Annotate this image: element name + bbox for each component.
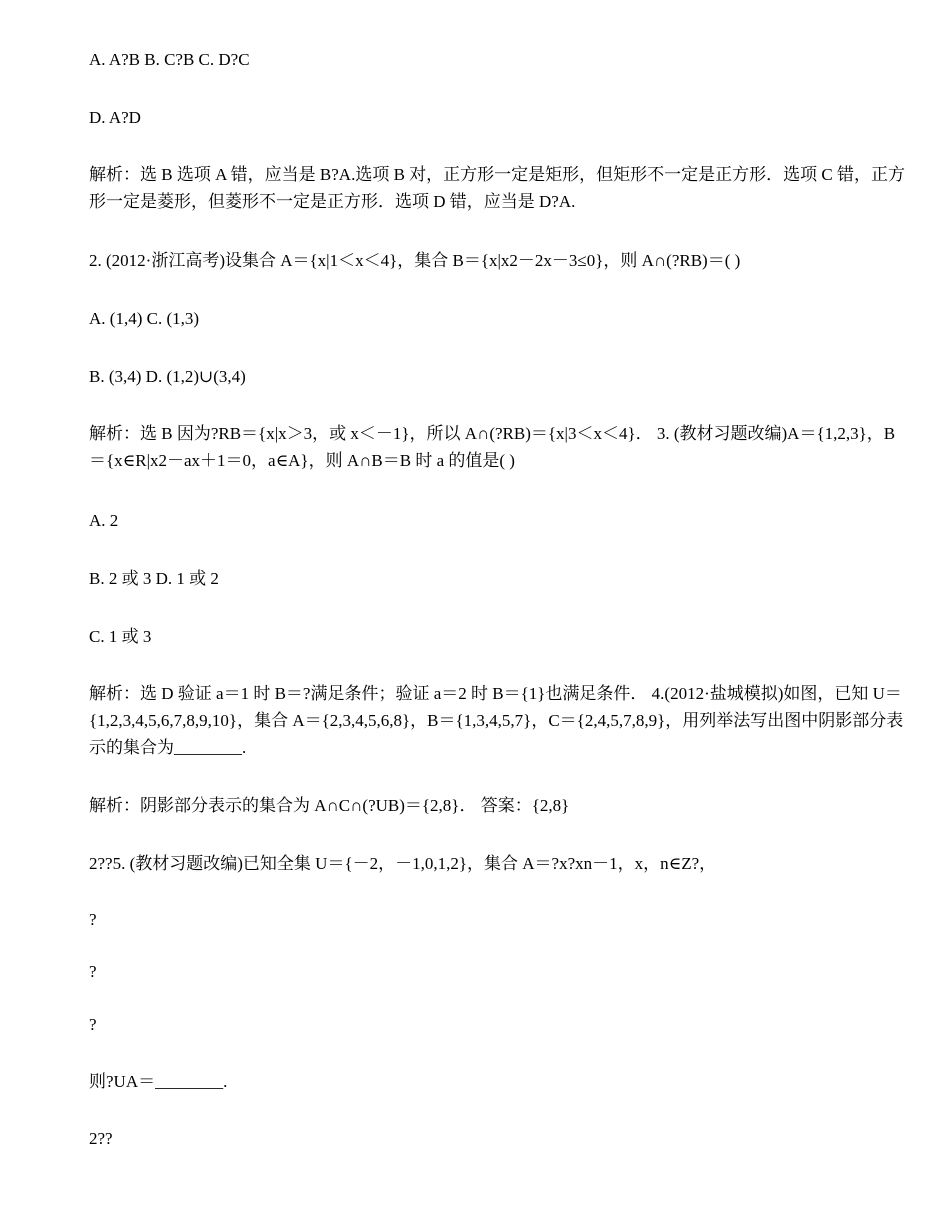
q4-solution-answer: 解析：阴影部分表示的集合为 A∩C∩(?UB)＝{2,8}． 答案：{2,8} bbox=[89, 796, 570, 815]
q1-solution: 解析：选 B 选项 A 错，应当是 B?A.选项 B 对，正方形一定是矩形，但矩形不一定是正方形．选项 C 错，正方形一定是菱形，但菱形不一定是正方形．选项 D 错，应当是 D?A. bbox=[89, 165, 906, 211]
q2-options-ac: A. (1,4) C. (1,3) bbox=[89, 309, 200, 328]
garbled-line-4: 2?? bbox=[89, 1129, 113, 1148]
q3-option-c: C. 1 或 3 bbox=[89, 627, 152, 646]
q5-question: 2??5. (教材习题改编)已知全集 U＝{－2，－1,0,1,2}，集合 A＝?x?xn－1，x，n∈Z?， bbox=[89, 854, 717, 873]
q5-blank: 则?UA＝________. bbox=[89, 1072, 228, 1091]
q2-question: 2. (2012·浙江高考)设集合 A＝{x|1＜x＜4}，集合 B＝{x|x2－2x－3≤0}，则 A∩(?RB)＝( ) bbox=[89, 251, 741, 270]
q2-options-bd: B. (3,4) D. (1,2)∪(3,4) bbox=[89, 367, 246, 386]
garbled-line-3: ? bbox=[89, 1015, 97, 1034]
garbled-line-2: ? bbox=[89, 962, 97, 981]
garbled-line-1: ? bbox=[89, 910, 97, 929]
q3-options-bd: B. 2 或 3 D. 1 或 2 bbox=[89, 569, 219, 588]
q1-options-abc: A. A?B B. C?B C. D?C bbox=[89, 50, 250, 69]
q2-solution-q3: 解析：选 B 因为?RB＝{x|x＞3，或 x＜－1}，所以 A∩(?RB)＝{x|3＜x＜4}． 3. (教材习题改编)A＝{1,2,3}，B＝{x∈R|x2－ax＋1＝0，a∈A}，则 A∩B＝B 时 a 的值是( ) bbox=[89, 424, 896, 470]
q3-solution-q4: 解析：选 D 验证 a＝1 时 B＝?满足条件；验证 a＝2 时 B＝{1}也满足条件． 4.(2012·盐城模拟)如图，已知 U＝{1,2,3,4,5,6,7,8,9,10}，集合 A＝{2,3,4,5,6,8}，B＝{1,3,4,5,7}，C＝{2,4,5,7,8,9}，用列举法写出图中阴影部分表示的集合为________. bbox=[89, 684, 904, 757]
q1-option-d: D. A?D bbox=[89, 108, 141, 127]
q3-option-a: A. 2 bbox=[89, 511, 119, 530]
